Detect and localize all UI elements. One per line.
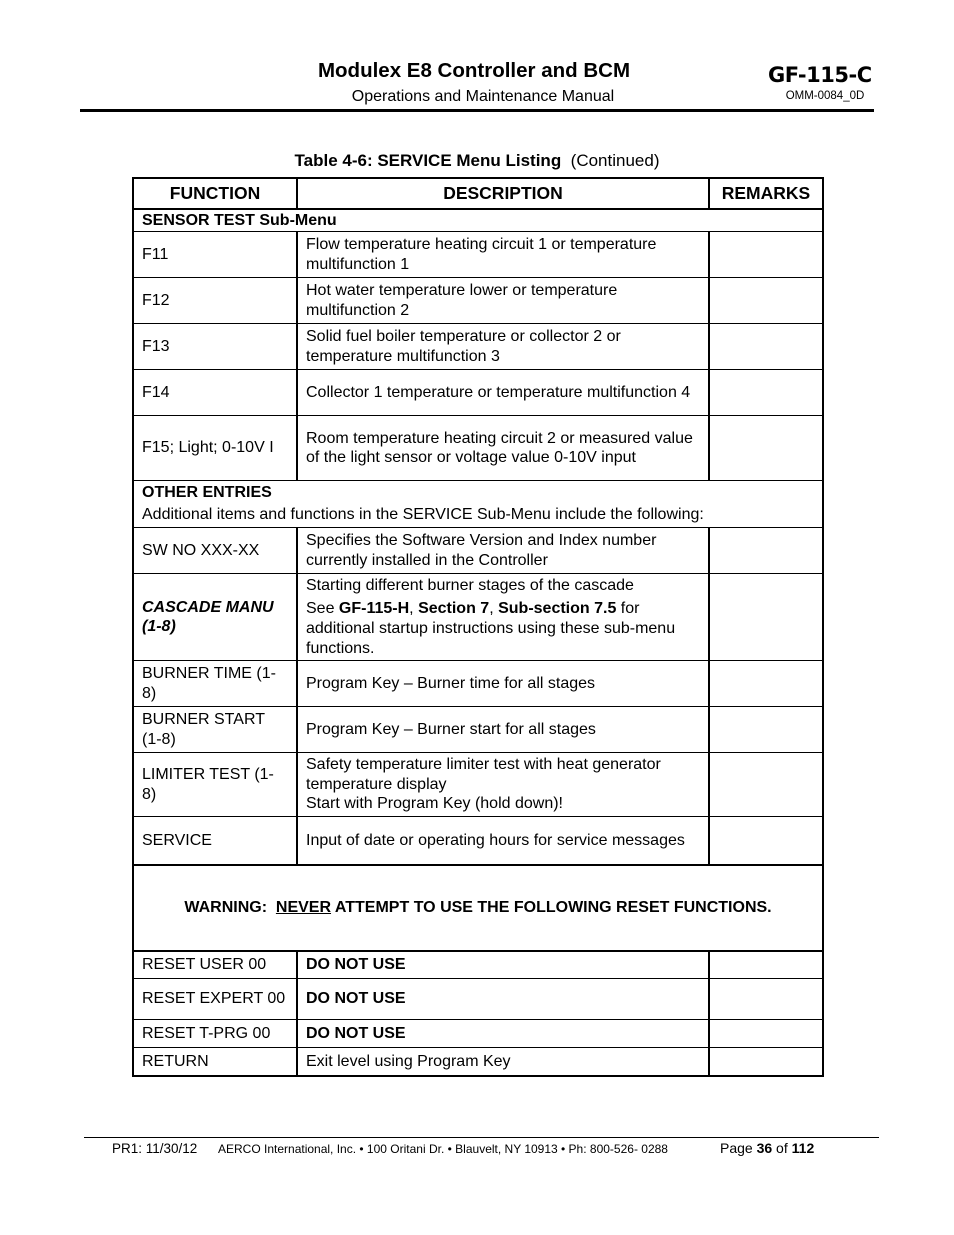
section-title-other-entries: OTHER ENTRIES [142, 484, 272, 501]
table-row [133, 370, 823, 416]
function-cell: LIMITER TEST (1-8) [133, 753, 297, 817]
table-row [133, 753, 823, 817]
remarks-cell [709, 574, 823, 661]
section-text-other-entries: Additional items and functions in the SERVICE Sub-Menu include the following: [142, 506, 704, 523]
remarks-cell [709, 528, 823, 574]
table-row [133, 707, 823, 753]
remarks-cell [709, 416, 823, 481]
service-menu-table [132, 177, 824, 1077]
function-cell: F15; Light; 0-10V I [133, 416, 297, 481]
function-cell: F11 [133, 232, 297, 278]
table-row [133, 324, 823, 370]
table-row [133, 1048, 823, 1077]
remarks-cell [709, 707, 823, 753]
remarks-cell [709, 1020, 823, 1048]
description-cell: Collector 1 temperature or temperature multifunction 4 [297, 370, 709, 416]
function-cell [133, 574, 297, 661]
remarks-cell [709, 661, 823, 707]
description-cell: DO NOT USE [297, 1020, 709, 1048]
table-row [133, 232, 823, 278]
function-cell: SERVICE [133, 817, 297, 866]
page-number [720, 1140, 814, 1156]
function-cell: RESET USER 00 [133, 951, 297, 979]
section-title-sensor-test: SENSOR TEST Sub-Menu [142, 211, 337, 229]
table-header-row [133, 178, 823, 209]
page-current: 36 [756, 1140, 773, 1156]
cascade-ref-sep2: , [489, 599, 499, 617]
description-cell: Program Key – Burner time for all stages [297, 661, 709, 707]
function-cell: F13 [133, 324, 297, 370]
section-row-other-entries [133, 481, 823, 528]
cascade-ref-subsection: Sub-section 7.5 [498, 599, 617, 617]
document-code: GF-115-C [768, 63, 872, 87]
page-of: of [772, 1140, 792, 1156]
remarks-cell [709, 324, 823, 370]
function-cell: RESET T-PRG 00 [133, 1020, 297, 1048]
function-cell: F12 [133, 278, 297, 324]
function-cell: SW NO XXX-XX [133, 528, 297, 574]
function-text-cascade: CASCADE MANU (1-8) [142, 598, 274, 635]
function-cell: RESET EXPERT 00 [133, 979, 297, 1020]
description-cell: Hot water temperature lower or temperature multifunction 2 [297, 278, 709, 324]
description-cell: Flow temperature heating circuit 1 or temperature multifunction 1 [297, 232, 709, 278]
table-caption-bold: Table 4-6: SERVICE Menu Listing [294, 151, 562, 170]
cascade-ref-section: Section 7 [418, 599, 490, 617]
warning-prefix: WARNING: [184, 899, 276, 917]
table-row [133, 574, 823, 661]
limiter-desc-line1: Safety temperature limiter test with heat generator temperature display [306, 756, 661, 793]
warning-never: NEVER [275, 899, 332, 917]
footer-address: AERCO International, Inc. • 100 Oritani Dr. • Blauvelt, NY 10913 • Ph: 800-526- 0288 [218, 1142, 668, 1156]
warning-suffix: ATTEMPT TO USE THE FOLLOWING RESET FUNCTIONS. [331, 899, 772, 917]
remarks-cell [709, 753, 823, 817]
table-row [133, 979, 823, 1020]
limiter-desc-line2: Start with Program Key (hold down)! [306, 795, 563, 813]
table-row [133, 661, 823, 707]
remarks-cell [709, 278, 823, 324]
function-cell: RETURN [133, 1048, 297, 1077]
description-cell: Program Key – Burner start for all stages [297, 707, 709, 753]
description-cell [297, 574, 709, 661]
table-row [133, 951, 823, 979]
table-row [133, 416, 823, 481]
description-cell: Room temperature heating circuit 2 or measured value of the light sensor or voltage value 0-10V input [297, 416, 709, 481]
table-caption-continued: (Continued) [570, 151, 660, 170]
description-cell [297, 753, 709, 817]
description-cell: DO NOT USE [297, 951, 709, 979]
table-row [133, 278, 823, 324]
cascade-desc-see: See [306, 599, 339, 617]
footer-divider [84, 1137, 879, 1138]
manual-subtitle: Operations and Maintenance Manual [351, 88, 615, 105]
manual-title: Modulex E8 Controller and BCM [317, 59, 631, 82]
footer-revision: PR1: 11/30/12 [112, 1141, 198, 1156]
cascade-ref-sep1: , [409, 599, 419, 617]
table-row [133, 817, 823, 866]
remarks-cell [709, 232, 823, 278]
remarks-cell [709, 370, 823, 416]
table-caption [132, 151, 822, 171]
document-revision: OMM-0084_0D [785, 90, 865, 102]
section-row-sensor-test [133, 209, 823, 232]
table-row [133, 1020, 823, 1048]
header-divider [80, 109, 874, 112]
page-total: 112 [791, 1140, 815, 1156]
remarks-cell [709, 979, 823, 1020]
column-header-description: DESCRIPTION [297, 178, 709, 209]
warning-row [133, 865, 823, 951]
cascade-desc-tail: for additional startup instructions using these sub-menu functions. [306, 599, 676, 657]
cascade-desc-line1: Starting different burner stages of the cascade [306, 576, 634, 594]
description-cell: Exit level using Program Key [297, 1048, 709, 1077]
description-cell: Specifies the Software Version and Index number currently installed in the Controller [297, 528, 709, 574]
cascade-ref-manual: GF-115-H [338, 599, 410, 617]
description-cell: DO NOT USE [297, 979, 709, 1020]
column-header-function: FUNCTION [133, 178, 297, 209]
page-label: Page [720, 1140, 757, 1156]
remarks-cell [709, 817, 823, 866]
table-row [133, 528, 823, 574]
function-cell: BURNER TIME (1-8) [133, 661, 297, 707]
remarks-cell [709, 1048, 823, 1077]
column-header-remarks: REMARKS [709, 178, 823, 209]
function-cell: BURNER START (1-8) [133, 707, 297, 753]
function-cell: F14 [133, 370, 297, 416]
description-cell: Input of date or operating hours for service messages [297, 817, 709, 866]
description-cell: Solid fuel boiler temperature or collector 2 or temperature multifunction 3 [297, 324, 709, 370]
remarks-cell [709, 951, 823, 979]
